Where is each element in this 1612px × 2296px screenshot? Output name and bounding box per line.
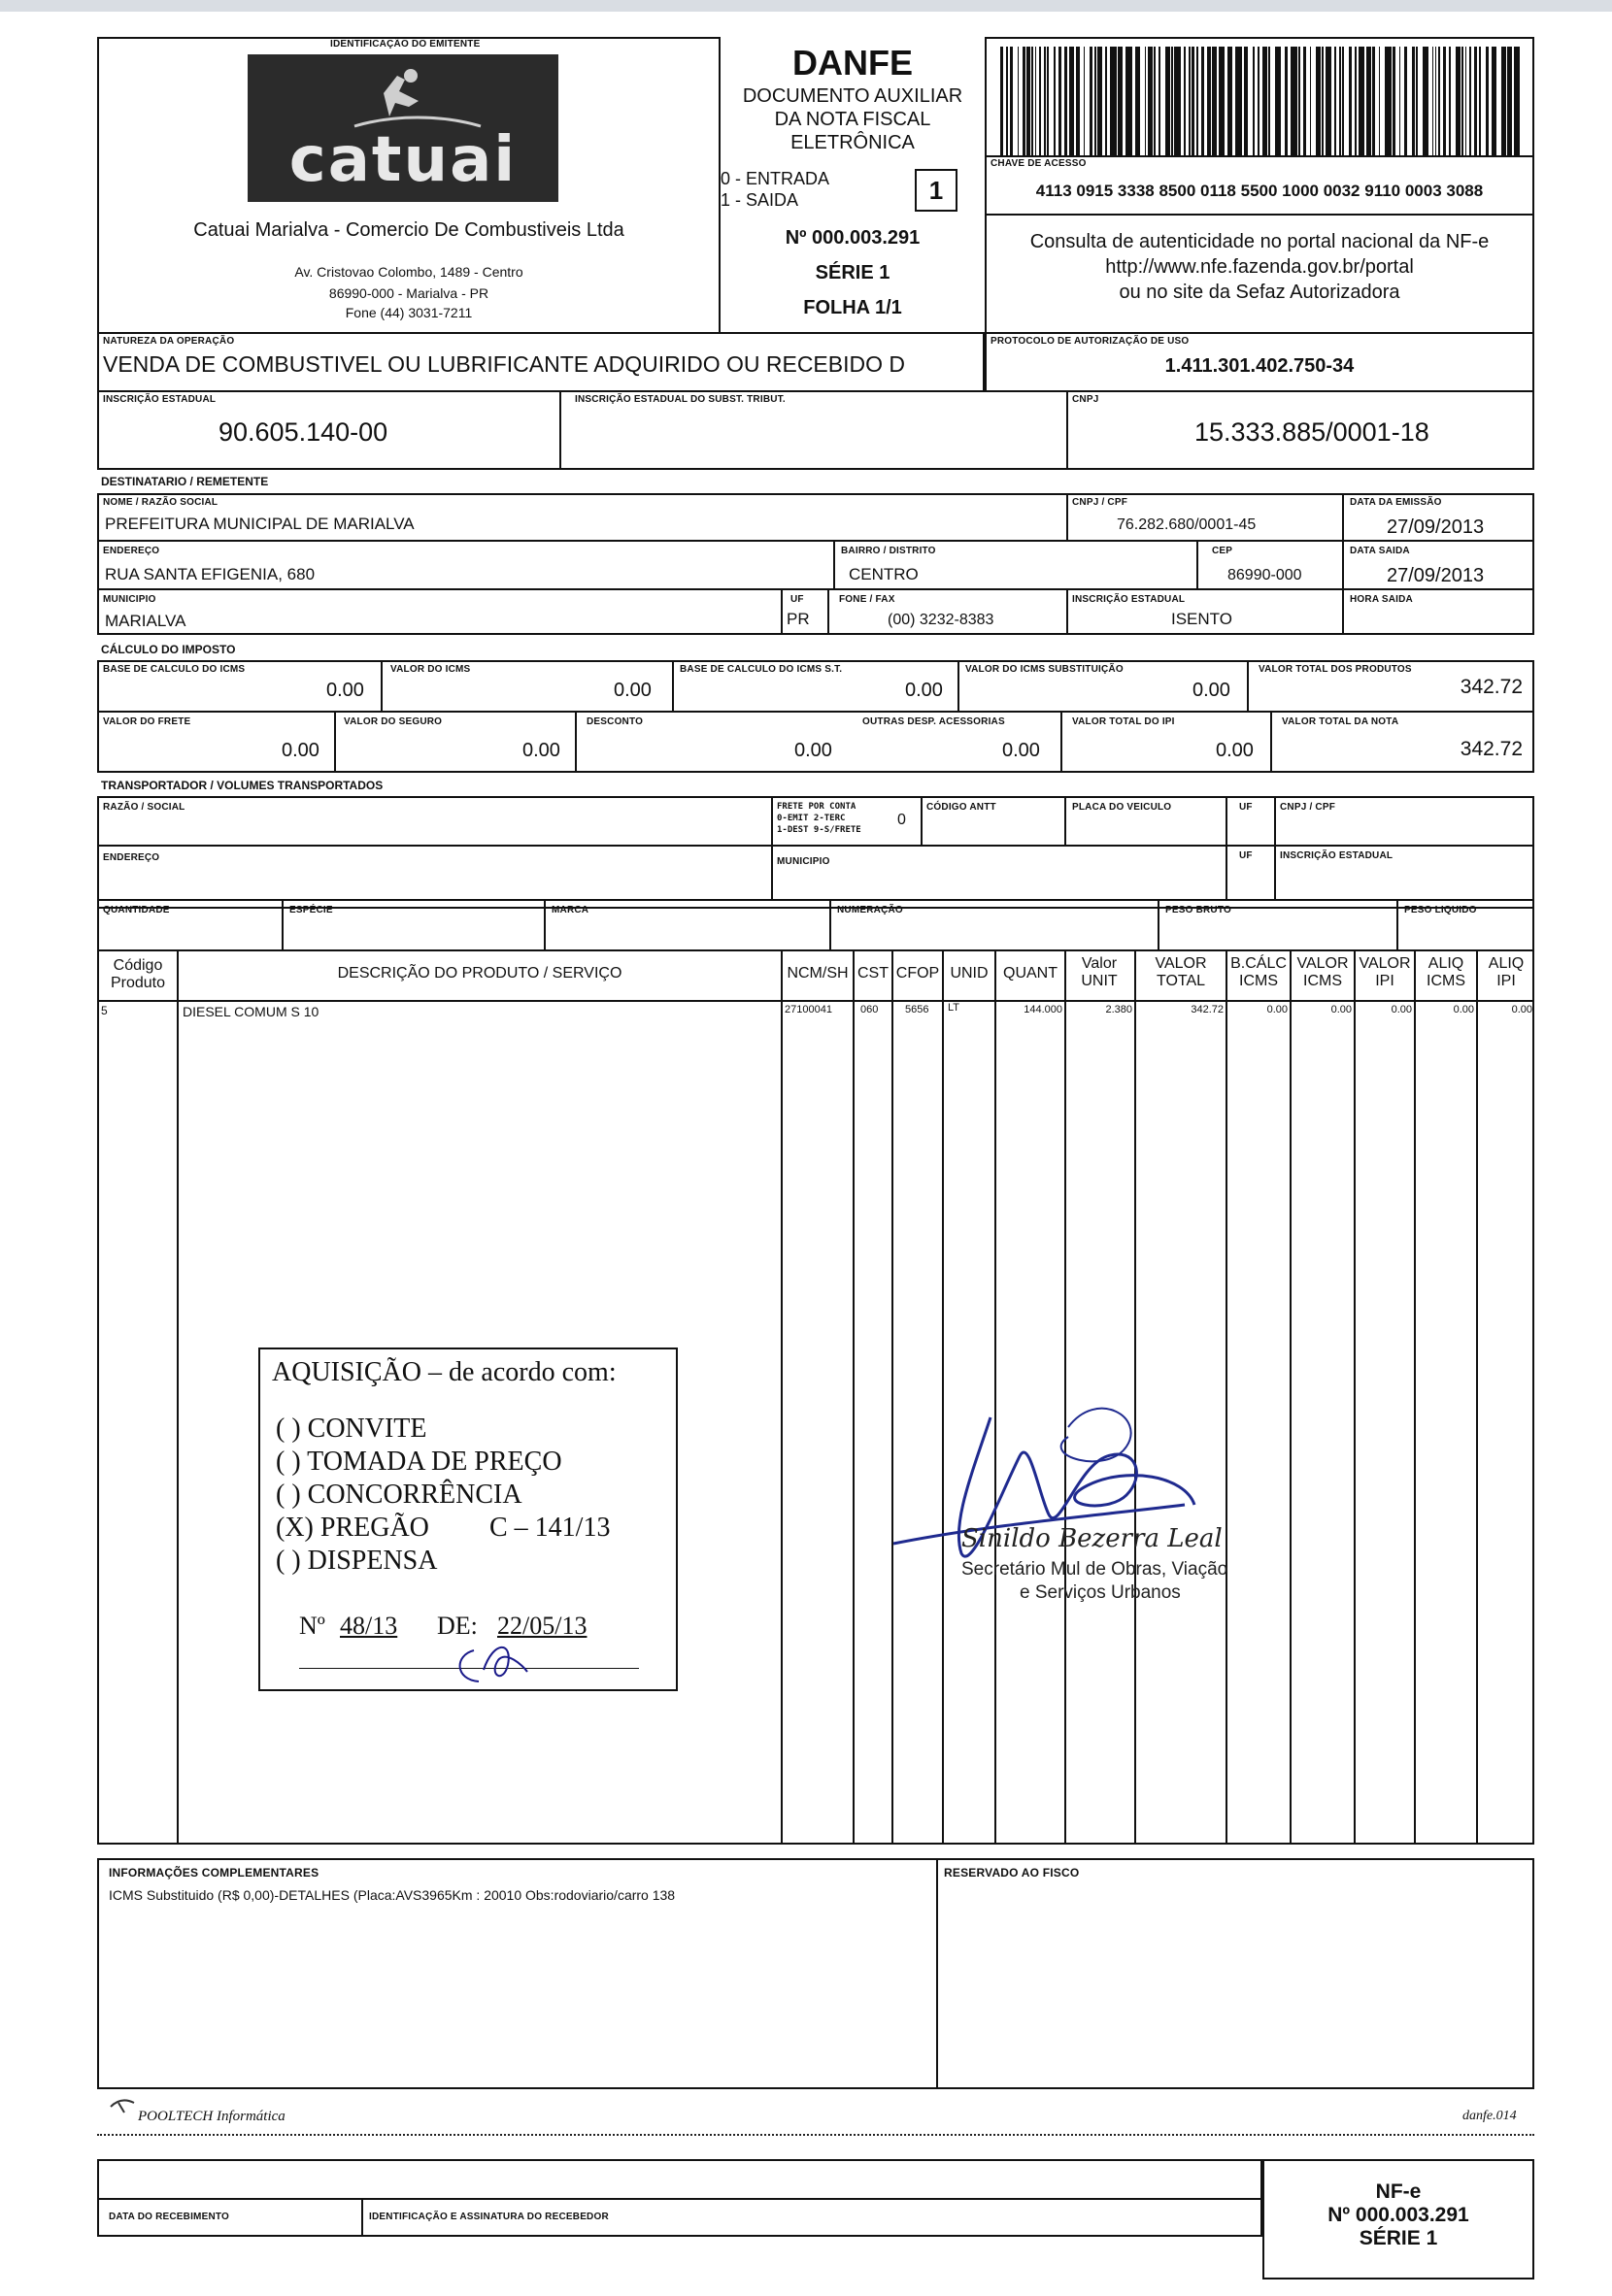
placa-label: PLACA DO VEICULO <box>1072 802 1172 813</box>
peso-bruto-label: PESO BRUTO <box>1165 905 1231 915</box>
col-quant: QUANT <box>1003 965 1058 982</box>
transp-ie-label: INSCRIÇÃO ESTADUAL <box>1280 850 1394 861</box>
frete-conta-3: 1-DEST 9-S/FRETE <box>777 825 861 835</box>
rule <box>1247 660 1249 711</box>
danfe-tipo-box: 1 <box>915 169 957 212</box>
stamp-pregao: (X) PREGÃO <box>276 1513 429 1543</box>
company-logo <box>248 54 558 202</box>
col-codigo: Código Produto <box>110 957 166 991</box>
destinatario-section: DESTINATARIO / REMETENTE <box>101 475 269 488</box>
natureza-label: NATUREZA DA OPERAÇÃO <box>103 336 235 347</box>
signature-name: Sinildo Bezerra Leal <box>961 1524 1223 1553</box>
cell-unid: LT <box>948 1002 960 1014</box>
initials-icon <box>445 1631 542 1689</box>
v-prod-label: VALOR TOTAL DOS PRODUTOS <box>1259 664 1412 675</box>
form-code: danfe.014 <box>1462 2109 1517 2123</box>
rule <box>1354 949 1356 1845</box>
barcode-bar <box>1520 47 1523 155</box>
software-credit: POOLTECH Informática <box>138 2109 285 2124</box>
rule <box>97 2198 1262 2200</box>
nfe-number: Nº 000.003.291 <box>1327 2204 1469 2226</box>
rule <box>1342 493 1344 635</box>
rule <box>1396 899 1398 951</box>
ie-label: INSCRIÇÃO ESTADUAL <box>103 394 217 405</box>
bc-icms: 0.00 <box>326 680 364 701</box>
rule <box>985 155 1534 157</box>
dest-cep: 86990-000 <box>1227 567 1302 583</box>
stamp-date: 22/05/13 <box>497 1612 588 1640</box>
rule <box>827 588 829 635</box>
cell-ncm: 27100041 <box>785 1004 832 1015</box>
dest-endereco: RUA SANTA EFIGENIA, 680 <box>105 565 316 583</box>
chave-value: 4113 0915 3338 8500 0118 5500 1000 0032 9110 0003 3088 <box>1035 182 1484 200</box>
rule <box>672 660 674 711</box>
numeracao-label: NUMERAÇÃO <box>837 905 903 915</box>
dest-emissao-label: DATA DA EMISSÃO <box>1350 497 1442 508</box>
dest-uf-label: UF <box>790 594 804 605</box>
v-nota-label: VALOR TOTAL DA NOTA <box>1282 716 1399 727</box>
ie-st-label: INSCRIÇÃO ESTADUAL DO SUBST. TRIBUT. <box>575 394 786 405</box>
cell-v-total: 342.72 <box>1191 1004 1224 1015</box>
rule <box>1226 796 1227 899</box>
col-bc-icms: B.CÁLC ICMS <box>1230 955 1287 989</box>
consulta-line-1: Consulta de autenticidade no portal nacional da NF-e <box>1029 231 1490 252</box>
frete: 0.00 <box>282 740 319 761</box>
rule <box>985 214 1534 216</box>
rule <box>1476 949 1478 1845</box>
nfe-label: NF-e <box>1375 2180 1422 2203</box>
dest-hora-label: HORA SAIDA <box>1350 594 1413 605</box>
frete-conta-2: 0-EMIT 2-TERC <box>777 814 846 823</box>
stamp-date-label: DE: <box>437 1612 478 1640</box>
cell-aliq-icms: 0.00 <box>1453 1004 1474 1015</box>
rule <box>1274 796 1276 899</box>
transp-endereco-label: ENDEREÇO <box>103 852 160 863</box>
company-phone: Fone (44) 3031-7211 <box>345 305 473 320</box>
col-aliq-icms: ALIQ ICMS <box>1427 955 1465 989</box>
rule <box>361 2198 363 2237</box>
rule <box>1064 949 1066 1845</box>
stamp-tomada: ( ) TOMADA DE PREÇO <box>276 1447 562 1477</box>
transporte-section: TRANSPORTADOR / VOLUMES TRANSPORTADOS <box>101 779 384 792</box>
dest-bairro-label: BAIRRO / DISTRITO <box>841 546 936 556</box>
outras-label: OUTRAS DESP. ACESSORIAS <box>862 716 1005 727</box>
access-key-barcode <box>1000 47 1525 155</box>
especie-label: ESPÉCIE <box>289 905 333 915</box>
rule <box>177 949 179 1845</box>
transp-municipio-label: MUNICIPIO <box>777 856 830 867</box>
v-st-label: VALOR DO ICMS SUBSTITUIÇÃO <box>965 664 1124 675</box>
dest-cep-label: CEP <box>1212 546 1233 556</box>
frete-conta-value: 0 <box>897 812 906 828</box>
stamp-concorrencia: ( ) CONCORRÊNCIA <box>276 1480 522 1510</box>
rule <box>97 1000 1534 1002</box>
seguro-label: VALOR DO SEGURO <box>344 716 443 727</box>
rule <box>544 899 546 951</box>
imposto-section: CÁLCULO DO IMPOSTO <box>101 643 236 656</box>
outras: 0.00 <box>1002 740 1040 761</box>
signature-role-2: e Serviços Urbanos <box>1020 1582 1181 1603</box>
bc-st: 0.00 <box>905 680 943 701</box>
natureza-value: VENDA DE COMBUSTIVEL OU LUBRIFICANTE ADQUIRIDO OU RECEBIDO D <box>103 351 906 377</box>
danfe-serie: SÉRIE 1 <box>815 262 890 283</box>
rule <box>97 711 1534 713</box>
rule <box>994 949 996 1845</box>
dest-municipio: MARIALVA <box>105 612 186 630</box>
rule <box>1196 540 1198 588</box>
consulta-line-3: ou no site da Sefaz Autorizadora <box>1119 282 1400 303</box>
nfe-serie: SÉRIE 1 <box>1359 2227 1438 2249</box>
rule <box>97 540 1534 542</box>
dest-nome-label: NOME / RAZÃO SOCIAL <box>103 497 218 508</box>
col-v-ipi: VALOR IPI <box>1359 955 1411 989</box>
col-v-unit: Valor UNIT <box>1081 955 1118 989</box>
rule <box>1066 588 1068 635</box>
rule <box>1226 949 1227 1845</box>
stamp-pregao-num: C – 141/13 <box>489 1513 611 1543</box>
rule <box>282 899 284 951</box>
rule <box>891 949 893 1845</box>
danfe-subtitle-2: DA NOTA FISCAL <box>774 109 931 130</box>
rule <box>829 899 831 951</box>
signature-role-1: Secretário Mul de Obras, Viação <box>961 1559 1228 1580</box>
dest-municipio-label: MUNICIPIO <box>103 594 156 605</box>
col-cfop: CFOP <box>895 965 940 982</box>
cell-v-unit: 2.380 <box>1105 1004 1132 1015</box>
frete-conta-1: FRETE POR CONTA <box>777 802 856 812</box>
col-ncm: NCM/SH <box>787 965 849 982</box>
danfe-subtitle-3: ELETRÔNICA <box>790 132 915 153</box>
ie-value: 90.605.140-00 <box>218 417 388 447</box>
cell-cst: 060 <box>860 1004 879 1015</box>
dest-ie: ISENTO <box>1171 610 1232 628</box>
signature-block <box>874 1398 1282 1631</box>
rule <box>1134 949 1136 1845</box>
cnpj-label: CNPJ <box>1072 394 1099 405</box>
dest-saida: 27/09/2013 <box>1387 565 1485 586</box>
col-descricao: DESCRIÇÃO DO PRODUTO / SERVIÇO <box>337 965 622 982</box>
dest-nome: PREFEITURA MUNICIPAL DE MARIALVA <box>105 515 415 533</box>
dest-uf: PR <box>787 610 810 628</box>
dest-bairro: CENTRO <box>849 565 919 583</box>
ipi: 0.00 <box>1216 740 1254 761</box>
cell-quant: 144.000 <box>1024 1004 1062 1015</box>
danfe-title: DANFE <box>792 43 913 83</box>
assin-label: IDENTIFICAÇÃO E ASSINATURA DO RECEBEDOR <box>369 2212 609 2222</box>
dest-cnpj: 76.282.680/0001-45 <box>1117 516 1257 533</box>
receb-label: DATA DO RECEBIMENTO <box>109 2212 229 2222</box>
rule <box>853 949 855 1845</box>
cell-bc-icms: 0.00 <box>1266 1004 1288 1015</box>
rule <box>97 845 1534 847</box>
bc-st-label: BASE DE CALCULO DO ICMS S.T. <box>680 664 843 675</box>
protocolo-label: PROTOCOLO DE AUTORIZAÇÃO DE USO <box>991 336 1190 347</box>
danfe-folha: FOLHA 1/1 <box>803 297 902 318</box>
danfe-entrada: 0 - ENTRADA <box>721 169 830 188</box>
logo-text: catuai <box>288 124 518 196</box>
rule <box>381 660 383 711</box>
transp-razao-label: RAZÃO / SOCIAL <box>103 802 185 813</box>
dest-saida-label: DATA SAIDA <box>1350 546 1410 556</box>
bc-icms-label: BASE DE CALCULO DO ICMS <box>103 664 246 675</box>
rule <box>957 660 959 711</box>
dest-endereco-label: ENDEREÇO <box>103 546 160 556</box>
rule <box>1290 949 1292 1845</box>
dest-cnpj-label: CNPJ / CPF <box>1072 497 1128 508</box>
ipi-label: VALOR TOTAL DO IPI <box>1072 716 1175 727</box>
scan-edge <box>0 0 1612 12</box>
desconto: 0.00 <box>794 740 832 761</box>
frete-label: VALOR DO FRETE <box>103 716 191 727</box>
fisco-label: RESERVADO AO FISCO <box>944 1866 1080 1880</box>
stamp-dispensa: ( ) DISPENSA <box>276 1546 438 1576</box>
desconto-label: DESCONTO <box>587 716 644 727</box>
v-nota: 342.72 <box>1460 738 1523 760</box>
col-unid: UNID <box>950 965 989 982</box>
rule <box>781 588 783 635</box>
transp-uf-label: UF <box>1239 802 1253 813</box>
transp-uf2-label: UF <box>1239 850 1253 861</box>
marca-label: MARCA <box>552 905 589 915</box>
danfe-saida: 1 - SAIDA <box>721 190 799 210</box>
cell-codigo: 5 <box>101 1004 108 1017</box>
info-label: INFORMAÇÕES COMPLEMENTARES <box>109 1866 319 1880</box>
dest-fone-label: FONE / FAX <box>839 594 895 605</box>
stamp-num: 48/13 <box>340 1612 398 1640</box>
dest-fone: (00) 3232-8383 <box>888 612 994 628</box>
col-v-total: VALOR TOTAL <box>1155 955 1207 989</box>
cut-line <box>97 2134 1534 2136</box>
danfe-numero: Nº 000.003.291 <box>785 227 921 249</box>
dest-emissao: 27/09/2013 <box>1387 516 1485 538</box>
cell-descricao: DIESEL COMUM S 10 <box>183 1004 319 1019</box>
dest-ie-label: INSCRIÇÃO ESTADUAL <box>1072 594 1186 605</box>
cell-cfop: 5656 <box>905 1004 929 1015</box>
info-text: ICMS Substituido (R$ 0,00)-DETALHES (Placa:AVS3965Km : 20010 Obs:rodoviario/carro 138 <box>109 1887 676 1903</box>
rule <box>575 711 577 773</box>
transp-cnpj-label: CNPJ / CPF <box>1280 802 1336 813</box>
antt-label: CÓDIGO ANTT <box>926 802 996 813</box>
rule <box>1060 711 1062 773</box>
consulta-line-2: http://www.nfe.fazenda.gov.br/portal <box>1105 256 1414 278</box>
seguro: 0.00 <box>522 740 560 761</box>
rule <box>1066 390 1068 470</box>
rule <box>833 540 835 588</box>
rule <box>921 796 923 845</box>
aquisicao-stamp <box>258 1348 678 1691</box>
rule <box>781 949 783 1845</box>
rule <box>559 390 561 470</box>
protocolo-value: 1.411.301.402.750-34 <box>1164 355 1355 377</box>
col-cst: CST <box>857 965 889 982</box>
danfe-subtitle-1: DOCUMENTO AUXILIAR <box>742 85 963 107</box>
peso-liq-label: PESO LIQUIDO <box>1404 905 1477 915</box>
stamp-title: AQUISIÇÃO – de acordo com: <box>272 1357 617 1387</box>
rule <box>771 796 773 899</box>
v-prod: 342.72 <box>1460 676 1523 698</box>
rule <box>1158 899 1159 951</box>
company-address: Av. Cristovao Colombo, 1489 - Centro <box>294 264 523 280</box>
emitente-label: IDENTIFICAÇÃO DO EMITENTE <box>330 39 481 50</box>
cell-v-icms: 0.00 <box>1330 1004 1352 1015</box>
stamp-convite: ( ) CONVITE <box>276 1414 427 1444</box>
rule <box>942 949 944 1845</box>
v-icms: 0.00 <box>614 680 652 701</box>
company-city: 86990-000 - Marialva - PR <box>328 285 489 301</box>
cnpj-value: 15.333.885/0001-18 <box>1194 417 1429 447</box>
chave-label: CHAVE DE ACESSO <box>991 158 1087 169</box>
rule <box>97 588 1534 590</box>
stamp-num-label: Nº <box>299 1612 325 1640</box>
rule <box>1414 949 1416 1845</box>
cell-aliq-ipi: 0.00 <box>1511 1004 1532 1015</box>
rule <box>1064 796 1066 845</box>
cell-v-ipi: 0.00 <box>1391 1004 1412 1015</box>
pooltech-logo-icon <box>109 2097 136 2114</box>
rule <box>1270 711 1272 773</box>
rule <box>936 1858 938 2089</box>
rule <box>1066 493 1068 540</box>
qtd-label: QUANTIDADE <box>103 905 170 915</box>
v-icms-label: VALOR DO ICMS <box>390 664 471 675</box>
v-st: 0.00 <box>1192 680 1230 701</box>
company-name: Catuai Marialva - Comercio De Combustiveis Ltda <box>193 219 624 241</box>
col-aliq-ipi: ALIQ IPI <box>1488 955 1525 989</box>
rule <box>334 711 336 773</box>
col-v-icms: VALOR ICMS <box>1296 955 1349 989</box>
